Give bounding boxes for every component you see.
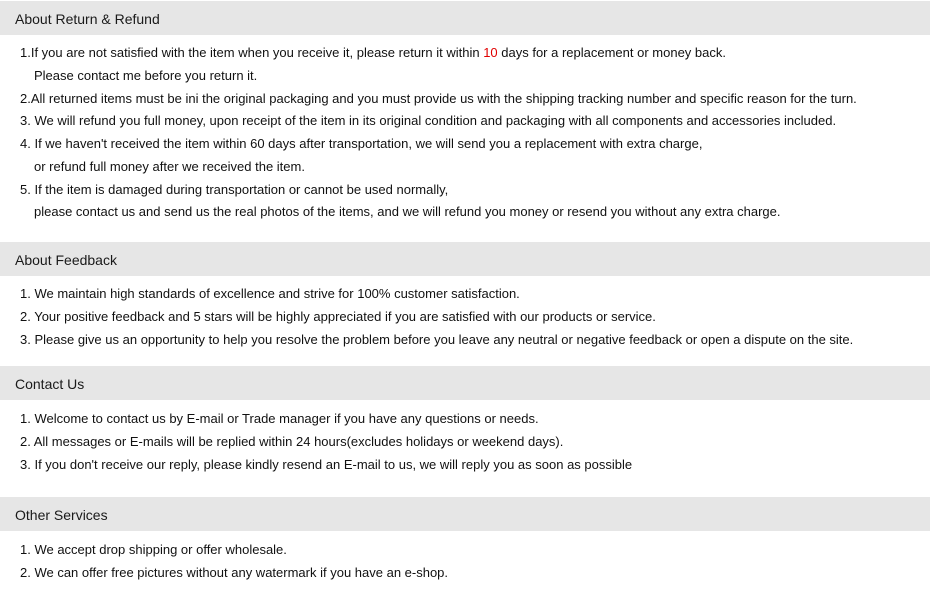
services-title: Other Services xyxy=(15,507,108,523)
return-refund-item-4: 4. If we haven't received the item within 60 days after transportation, we will send you a replacement with extra charge, xyxy=(20,136,703,151)
return-refund-item-1-after: days for a replacement or money back. xyxy=(497,45,726,60)
services-item-1: 1. We accept drop shipping or offer wholesale. xyxy=(20,542,287,557)
contact-item-3: 3. If you don't receive our reply, please kindly resend an E-mail to us, we will reply you as soon as possible xyxy=(20,457,633,472)
return-refund-item-2: 2.All returned items must be ini the original packaging and you must provide us with the shipping tracking number and specific reason for the turn. xyxy=(20,91,857,106)
contact-title: Contact Us xyxy=(15,376,85,392)
return-refund-item-1 xyxy=(20,45,726,61)
return-refund-item-5: 5. If the item is damaged during transportation or cannot be used normally, xyxy=(20,182,449,197)
contact-header xyxy=(0,366,930,400)
return-refund-item-4-line-2: or refund full money after we received the item. xyxy=(34,159,305,174)
feedback-header xyxy=(0,242,930,276)
return-refund-header xyxy=(0,1,930,35)
return-refund-item-1-before: 1.If you are not satisfied with the item when you receive it, please return it within xyxy=(20,45,484,60)
services-item-2: 2. We can offer free pictures without any watermark if you have an e-shop. xyxy=(20,565,449,580)
return-refund-item-1-line-2: Please contact me before you return it. xyxy=(34,68,258,83)
contact-item-1: 1. Welcome to contact us by E-mail or Trade manager if you have any questions or needs. xyxy=(20,411,539,426)
return-refund-title: About Return & Refund xyxy=(15,11,160,27)
return-refund-item-3: 3. We will refund you full money, upon receipt of the item in its original condition and packaging with all components and accessories included. xyxy=(20,113,837,128)
services-header xyxy=(0,497,930,531)
contact-item-2: 2. All messages or E-mails will be replied within 24 hours(excludes holidays or weekend days). xyxy=(20,434,564,449)
feedback-title: About Feedback xyxy=(15,252,117,268)
feedback-item-2: 2. Your positive feedback and 5 stars will be highly appreciated if you are satisfied with our products or service. xyxy=(20,309,656,324)
feedback-item-3: 3. Please give us an opportunity to help you resolve the problem before you leave any neutral or negative feedback or open a dispute on the site. xyxy=(20,332,854,347)
feedback-item-1: 1. We maintain high standards of excellence and strive for 100% customer satisfaction. xyxy=(20,286,520,301)
return-days-highlight: 10 xyxy=(483,45,498,60)
return-refund-item-5-line-2: please contact us and send us the real photos of the items, and we will refund you money or resend you without any extra charge. xyxy=(34,204,781,219)
